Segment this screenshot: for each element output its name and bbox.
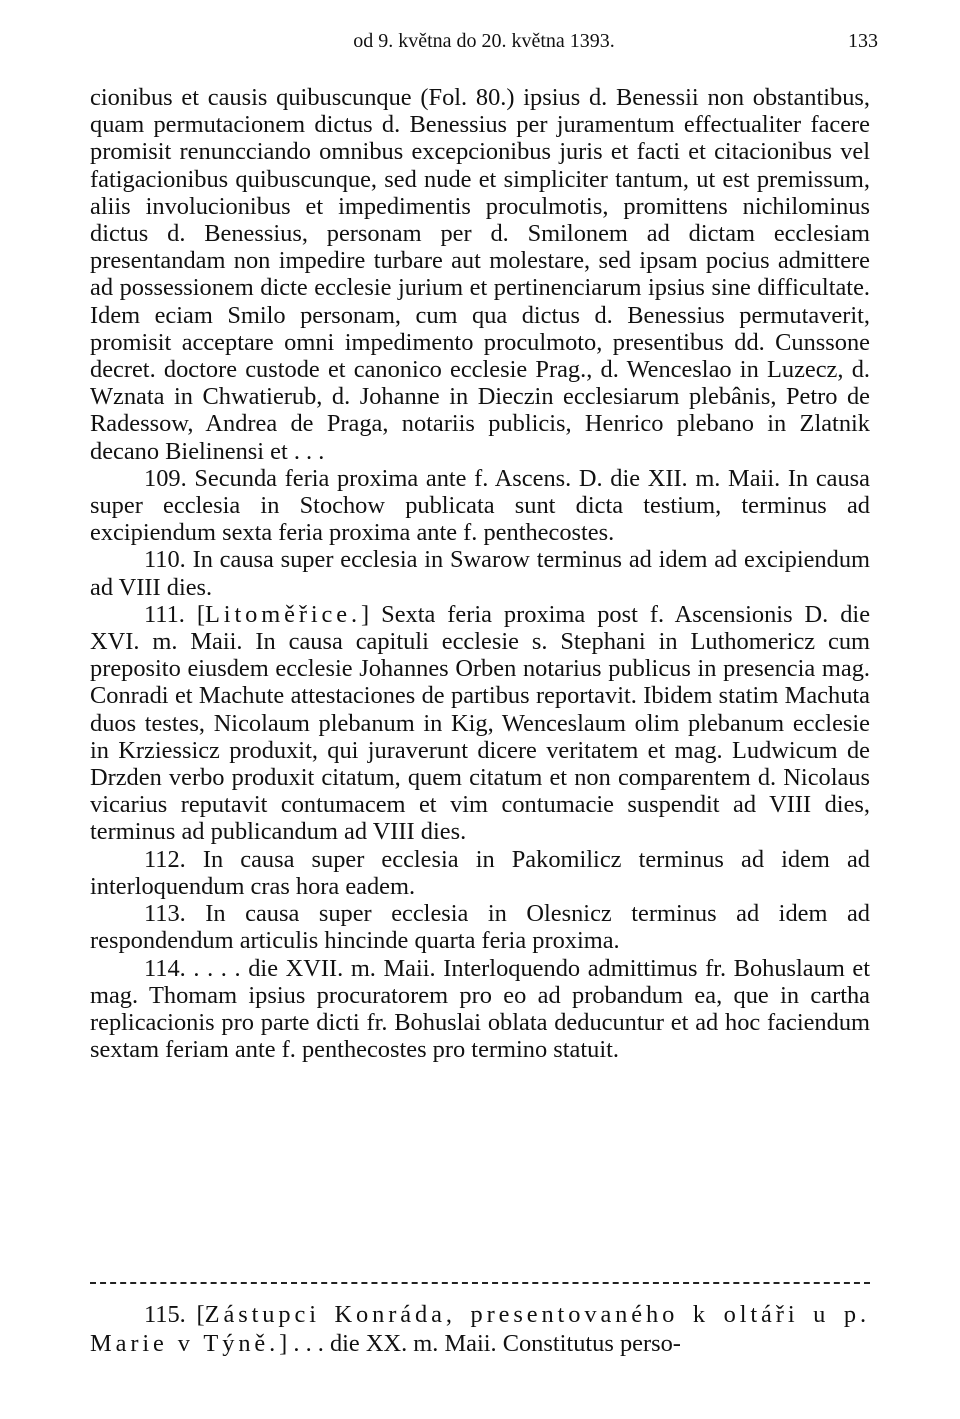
entry-111-number: 111. [ [144,600,205,628]
entry-115-number: 115. [ [144,1301,205,1328]
entry-115 [90,1300,870,1358]
entry-115-heading: Zástupci Konráda, presentovaného k oltáři u p. Marie v Týně. [90,1301,870,1357]
entry-111 [90,601,870,846]
page-header [90,30,878,58]
entry-111-text: ] Sexta feria proxima post f. Ascensionis D. die XVI. m. Maii. In causa capituli ecclesie s. Stephani in Luthomericz cum preposito eiusdem ecclesie Johannes Orben notarius publicus in presencia mag. Conradi et Machute attestaciones de partibus reportavit. Ibidem statim Machuta duos testes, Nicolaum plebanum in Kig, Wenceslaum olim plebanum ecclesie in Krziessicz produxit, qui juraverunt dicere veritatem et mag. Ludwicum de Drzden verbo produxit citatum, quem citatum et non comparentem d. Nicolaus vicarius reputavit contumacem et vim contumacie suspendit ad VIII dies, terminus ad publicandum ad VIII dies. [90,600,871,846]
entry-110: 110. In causa super ecclesia in Swarow terminus ad idem ad excipiendum ad VIII dies. [90,546,870,601]
entry-113: 113. In causa super ecclesia in Olesnicz terminus ad idem ad respondendum articulis hincinde quarta feria proxima. [90,900,870,955]
entry-114: 114. . . . . die XVII. m. Maii. Interloquendo admittimus fr. Bohuslaum et mag. Thomam ipsius procuratorem pro eo ad probandum ea, que in cartha replicacionis pro parte dicti fr. Bohuslai oblata deducuntur et ad hoc faciendum sextam feriam ante f. penthecostes pro termino statuit. [90,954,870,1064]
body-text-after-divider [90,1300,870,1358]
paragraph-continuation: cionibus et causis quibuscunque (Fol. 80.) ipsius d. Benessii non obstantibus, quam permutacionem dictus d. Benessius per juramentum effectualiter facere promisit renuncciando omnibus excepcionibus juris et facti et citacionibus vel fatigacionibus quibuscunque, sed nude et simpliciter tantum, ut est premissum, aliis involucionibus et impedimentis proculmotis, promittens nichilominus dictus d. Benessius, personam per d. Smilonem ad dictam ecclesiam presentandam non impedire turbare aut molestare, sed ipsam pocius admittere ad possessionem dicte ecclesie jurium et pertinenciarum ipsius sine difficultate. Idem eciam Smilo personam, cum qua dictus d. Benessius permutaverit, promisit acceptare omni impedimento proculmoto, presentibus dd. Cunssone decret. doctore custode et canonico ecclesie Prag., d. Wenceslao in Luzecz, d. Wznata in Chwatierub, d. Johanne in Dieczin ecclesiarum plebânis, Petro de Radessow, Andrea de Praga, notariis publicis, Henrico plebano in Zlatnik decano Bielinensi et . . . [90,84,870,465]
running-head: od 9. května do 20. května 1393. [353,30,615,52]
body-text [90,84,870,1063]
entry-111-place: Litoměřice. [204,600,362,628]
section-divider [90,1282,870,1284]
entry-112: 112. In causa super ecclesia in Pakomilicz terminus ad idem ad interloquendum cras hora eadem. [90,845,870,900]
entry-109: 109. Secunda feria proxima ante f. Ascens. D. die XII. m. Maii. In causa super ecclesia in Stochow publicata sunt dicta testium, terminus ad excipiendum sexta feria proxima ante f. penthecostes. [90,464,870,547]
page-number: 133 [848,30,878,52]
entry-115-text: ] . . . die XX. m. Maii. Constitutus perso- [279,1330,681,1357]
